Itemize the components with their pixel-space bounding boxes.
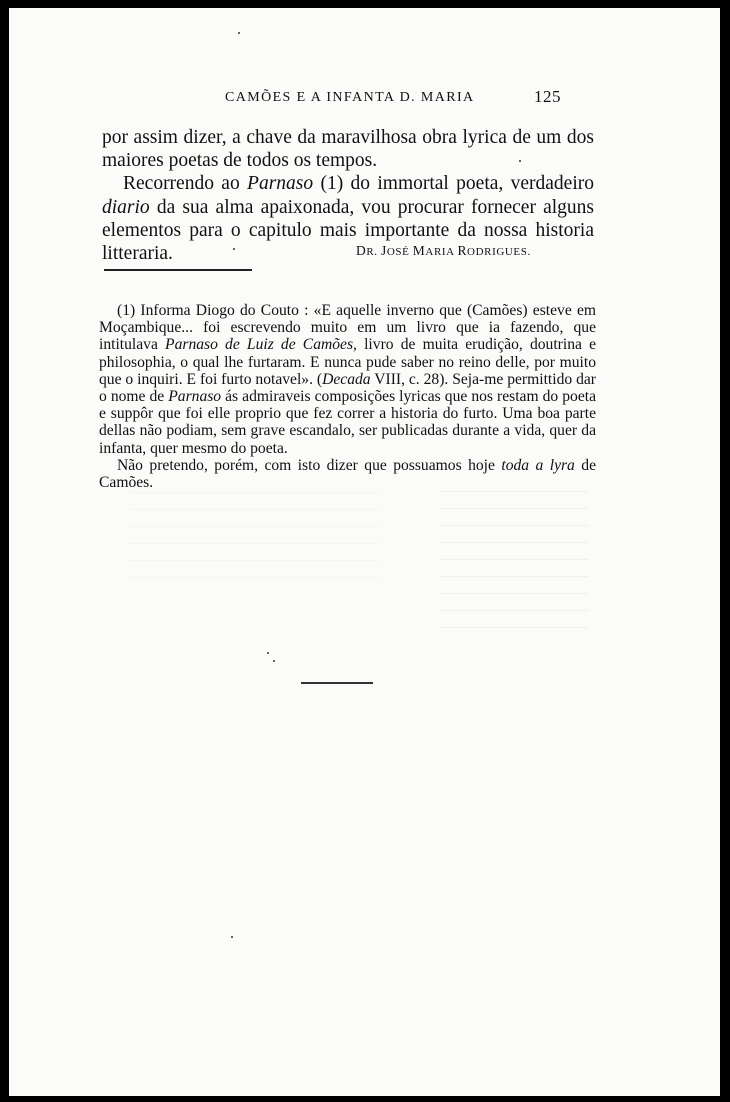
text-run: VIII, c. 28). Seja-me permittido dar o nome de	[99, 370, 596, 406]
text-run: da sua alma apaixonada, vou procurar fornecer alguns elementos para o capitulo mais importante da nossa historia litteraria.	[102, 196, 594, 265]
italic-parnaso: Parnaso	[247, 173, 314, 195]
text-run: Recorrendo ao	[123, 173, 248, 195]
book-page	[9, 8, 720, 1096]
italic-toda-a-lyra: toda a lyra	[501, 456, 575, 474]
page-number: 125	[534, 87, 561, 106]
footnote-paragraph-1	[99, 302, 596, 457]
footnote-separator	[104, 269, 252, 271]
text-run: ás admiraveis composições lyricas que nos restam do poeta e suppôr que foi elle proprio que fez correr a historia do furto. Uma boa parte dellas não podiam, sem grave escandalo, ser publicadas durante a vida, quer da infanta, quer mesmo do poeta.	[99, 388, 596, 457]
print-speck	[233, 248, 235, 250]
text-run: Não pretendo, porém, com isto dizer que possuamos hoje	[117, 456, 502, 474]
italic-decada: Decada	[322, 370, 371, 388]
sc-initial: M	[412, 243, 426, 258]
text-run: de Camões.	[99, 456, 597, 492]
footnote-paragraph-2	[99, 457, 596, 491]
print-speck	[231, 936, 233, 938]
sc-initial: D	[356, 243, 367, 258]
italic-diario: diario	[102, 196, 150, 218]
print-speck	[273, 660, 275, 662]
print-speck	[238, 32, 240, 34]
page-header	[9, 88, 720, 108]
author-signature	[356, 243, 531, 260]
bleed-through-texture	[439, 478, 589, 628]
italic-parnaso: Parnaso	[168, 388, 222, 406]
text-run: (1) do immortal poeta, verdadeiro	[313, 173, 594, 195]
sc-initial: J	[381, 243, 387, 258]
italic-parnaso-title: Parnaso de Luiz de Camões,	[165, 336, 357, 354]
text-run: (1) Informa Diogo do Couto : «E aquelle inverno que (Camões) esteve em Moçambique... foi escrevendo muito em um livro que ia fazendo, que intitulava	[99, 302, 596, 354]
sc-rest: OSÉ	[386, 246, 413, 258]
text-run: livro de muita erudição, doutrina e philosophia, o qual lhe furtaram. E nunca pude saber no reino delle, por muito que o inquiri. E foi furto notavel». (	[99, 336, 596, 388]
bleed-through-texture-left	[129, 478, 379, 578]
print-speck	[519, 160, 521, 162]
end-ornament-rule	[301, 682, 373, 684]
sc-rest: R.	[366, 246, 381, 258]
sc-rest: ARIA	[425, 246, 458, 258]
footnote	[99, 302, 596, 491]
sc-initial: R	[457, 243, 468, 258]
sc-rest: ODRIGUES.	[467, 246, 531, 258]
paragraph-continuation: por assim dizer, a chave da maravilhosa obra lyrica de um dos maiores poetas de todos os tempos.	[102, 127, 594, 172]
print-speck	[267, 652, 269, 654]
running-title: CAMÕES E A INFANTA D. MARIA	[225, 90, 475, 105]
